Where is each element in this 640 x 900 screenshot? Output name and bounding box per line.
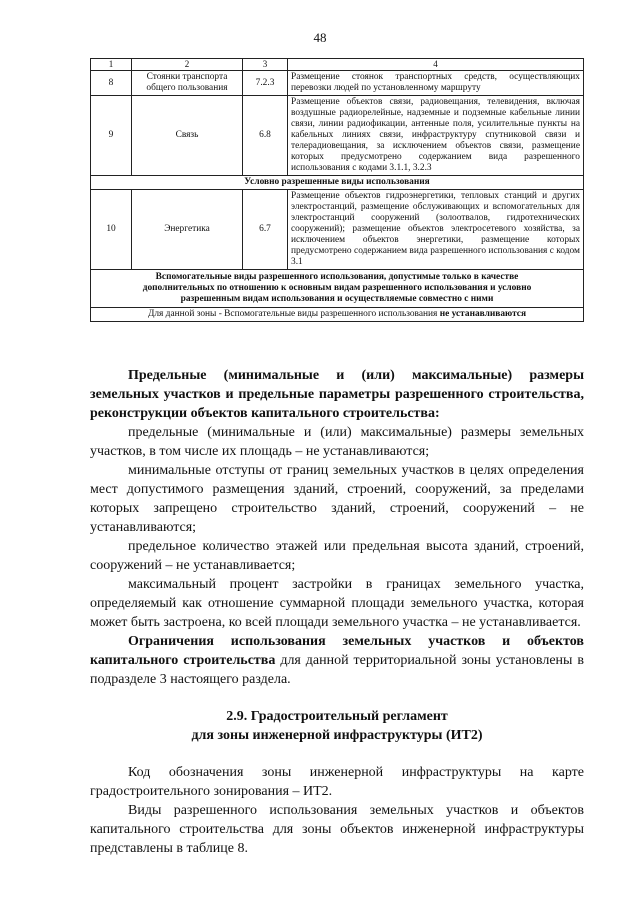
chapter-title-line-2: для зоны инженерной инфраструктуры (ИТ2) (191, 728, 483, 743)
auxiliary-uses-note (91, 308, 584, 322)
paragraph-setbacks: минимальные отступы от границ земельных участков в целях определения мест допустимого размещения зданий, строений, сооружений, за пределами которых запрещено строительство зданий, строений, сооружений – не устанавливаются; (90, 463, 584, 535)
paragraph-restrictions (90, 632, 584, 689)
row-number: 9 (91, 96, 132, 176)
table-row (91, 190, 584, 270)
header-col-2: 2 (132, 59, 243, 71)
table-row (91, 96, 584, 176)
conditional-uses-heading: Условно разрешенные виды использования (91, 176, 584, 190)
auxiliary-note-text: Для данной зоны - Вспомогательные виды разрешенного использования (147, 309, 440, 319)
page-number: 48 (313, 30, 327, 45)
auxiliary-note-row (91, 308, 584, 322)
chapter-title-line-1: 2.9. Градостроительный регламент (226, 709, 448, 724)
row-use-code: 6.8 (243, 96, 288, 176)
auxiliary-section-row (91, 270, 584, 308)
row-use-name: Энергетика (132, 190, 243, 270)
paragraph-floors: предельное количество этажей или предельная высота зданий, строений, сооружений – не устанавливается; (90, 539, 584, 573)
row-number: 8 (91, 71, 132, 96)
conditional-section-row (91, 176, 584, 190)
paragraph-coverage: максимальный процент застройки в границах земельного участка, определяемый как отношение суммарной площади земельного участка, которая может быть застроена, ко всей площади земельного участка – не устанавливается. (90, 577, 584, 630)
permitted-use-table (90, 58, 584, 322)
document-body (90, 366, 584, 858)
auxiliary-note-bold: не устанавливаются (439, 309, 527, 319)
paragraph-table-reference: Виды разрешенного использования земельных участков и объектов капитального строительства для зоны объектов инженерной инфраструктуры представлены в таблице 8. (90, 803, 584, 856)
row-description: Размещение объектов гидроэнергетики, тепловых станций и других электростанций, размещение обслуживающих и вспомогательных для электростанций сооружений (золоотвалов, гидротехнических сооружений); размещение объектов электросетевого хозяйства, за исключением объектов энергетики, размещение которых предусмотрено содержанием вида разрешенного использования с кодом 3.1 (288, 190, 584, 270)
row-use-name: Связь (132, 96, 243, 176)
paragraph-plot-size: предельные (минимальные и (или) максимальные) размеры земельных участков, в том числе их площадь – не устанавливаются; (90, 425, 584, 459)
row-use-code: 7.2.3 (243, 71, 288, 96)
chapter-title (90, 707, 584, 745)
table-header-row (91, 59, 584, 71)
limits-heading: Предельные (минимальные и (или) максимальные) размеры земельных участков и предельные параметры разрешенного строительства, реконструкции объектов капитального строительства: (90, 368, 584, 421)
table-row (91, 71, 584, 96)
header-col-4: 4 (288, 59, 584, 71)
restrictions-rest: для данной территориальной зоны установлены в подразделе 3 настоящего раздела. (90, 653, 585, 687)
row-description: Размещение объектов связи, радиовещания, телевидения, включая воздушные радиорелейные, надземные и подземные кабельные линии связи, линии радиофикации, антенные поля, усилительные пункты на кабельных линиях связи, инфраструктуру спутниковой связи и телерадиовещания, за исключением объектов связи, размещение которых предусмотрено содержанием вида разрешенного использования с кодами 3.1.1, 3.2.3 (288, 96, 584, 176)
row-use-code: 6.7 (243, 190, 288, 270)
row-description: Размещение стоянок транспортных средств, осуществляющих перевозки людей по установленному маршруту (288, 71, 584, 96)
restrictions-bold: Ограничения использования земельных участков и объектов капитального строительства (90, 634, 584, 668)
header-col-1: 1 (91, 59, 132, 71)
header-col-3: 3 (243, 59, 288, 71)
auxiliary-uses-heading: Вспомогательные виды разрешенного использования, допустимые только в качестве дополнительных по отношению к основным видам разрешенного использования и условно разрешенным видам использования и осуществляемые совместно с ними (91, 270, 584, 308)
row-number: 10 (91, 190, 132, 270)
paragraph-zone-code: Код обозначения зоны инженерной инфраструктуры на карте градостроительного зонирования – ИТ2. (90, 765, 584, 799)
row-use-name: Стоянки транспорта общего пользования (132, 71, 243, 96)
